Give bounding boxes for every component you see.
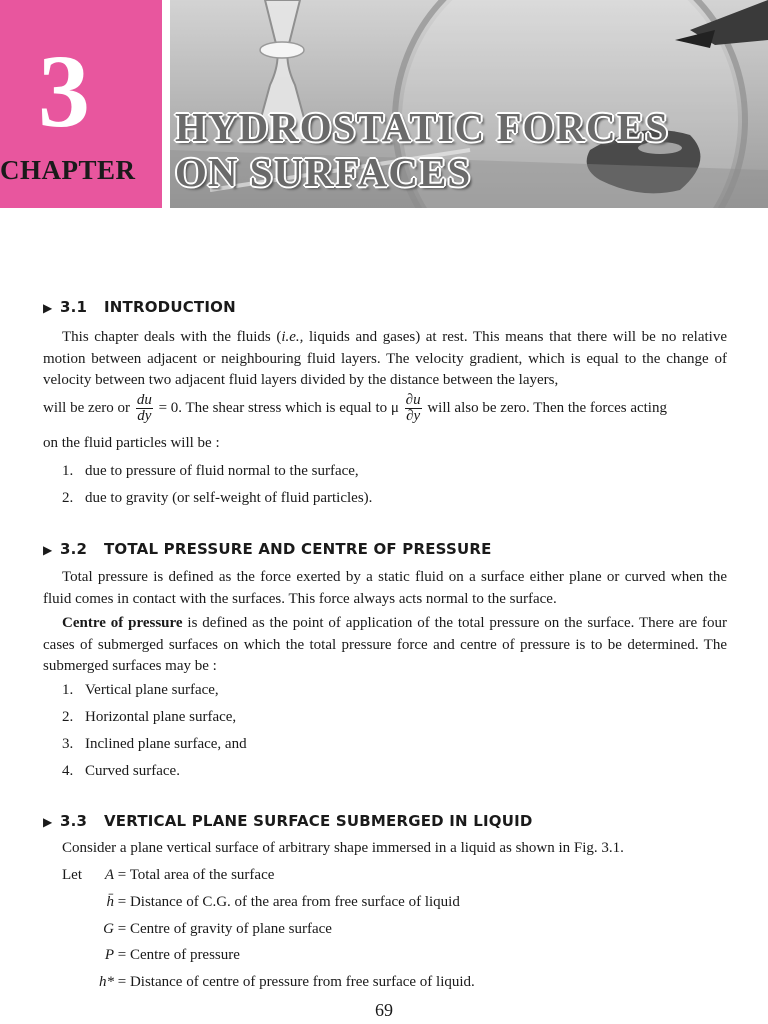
definition-row: G = Centre of gravity of plane surface	[103, 921, 332, 937]
fraction-du-dy: $\frac{du}{dy}$	[136, 392, 152, 424]
vertical-plane-paragraph: Consider a plane vertical surface of arbitrary shape immersed in a liquid as shown in Fig. 3.1.	[62, 840, 624, 856]
section-heading: ▶ 3.2 TOTAL PRESSURE AND CENTRE OF PRESSURE	[43, 540, 492, 558]
definition-row: P = Centre of pressure	[104, 947, 240, 963]
section-heading: ▶ 3.3 VERTICAL PLANE SURFACE SUBMERGED IN LIQUID	[43, 812, 533, 830]
fraction-partial-u-y: $\frac{\partial u}{\partial y}$	[405, 392, 421, 424]
intro-paragraph: This chapter deals with the fluids (i.e., liquids and gases) at rest. This means that there will be no relative motion between adjacent or neighbouring fluid layers. The velocity gradient, which is equal to the change of velocity between two adjacent fluid layers divided by the distance between the layers,	[43, 329, 727, 388]
equation-line: will be zero or $\frac{du}{dy}$ = 0. The shear stress which is equal to μ $\frac{\partial u}{\partial y}$ will also be zero. Then the forces acting	[43, 392, 667, 424]
list-item: 1. due to pressure of fluid normal to the surface,	[62, 463, 359, 479]
list-item: 2. Horizontal plane surface,	[62, 709, 237, 725]
chapter-title-line-1: HYDROSTATIC FORCES	[175, 104, 669, 150]
page-number: 69	[375, 1000, 393, 1020]
triangle-bullet-icon: ▶	[43, 543, 53, 557]
definition-row: A = Total area of the surface	[104, 867, 275, 883]
chapter-number: 3	[38, 34, 90, 149]
centre-of-pressure-paragraph: Centre of pressure is defined as the point of application of the total pressure on the surface. There are four cases of submerged surfaces on which the total pressure force and centre of pressure is to be determined. The submerged surfaces may be :	[43, 615, 727, 674]
section-heading: ▶ 3.1 INTRODUCTION	[43, 298, 236, 316]
let-word: Let	[62, 867, 82, 883]
paragraph-continuation: on the fluid particles will be :	[43, 435, 220, 451]
triangle-bullet-icon: ▶	[43, 301, 53, 315]
chapter-banner	[0, 0, 768, 208]
list-item: 2. due to gravity (or self-weight of fluid particles).	[62, 490, 373, 506]
list-item: 1. Vertical plane surface,	[62, 682, 219, 698]
definition-row: h̄ = Distance of C.G. of the area from free surface of liquid	[106, 894, 460, 910]
chapter-label: CHAPTER	[0, 155, 136, 185]
total-pressure-paragraph: Total pressure is defined as the force exerted by a static fluid on a surface either plane or curved when the fluid comes in contact with the surfaces. This force always acts normal to the surface.	[43, 569, 727, 607]
definition-row: h* = Distance of centre of pressure from free surface of liquid.	[99, 974, 475, 990]
list-item: 3. Inclined plane surface, and	[62, 736, 247, 752]
triangle-bullet-icon: ▶	[43, 815, 53, 829]
chapter-title-line-2: ON SURFACES	[175, 149, 472, 195]
list-item: 4. Curved surface.	[62, 763, 180, 779]
